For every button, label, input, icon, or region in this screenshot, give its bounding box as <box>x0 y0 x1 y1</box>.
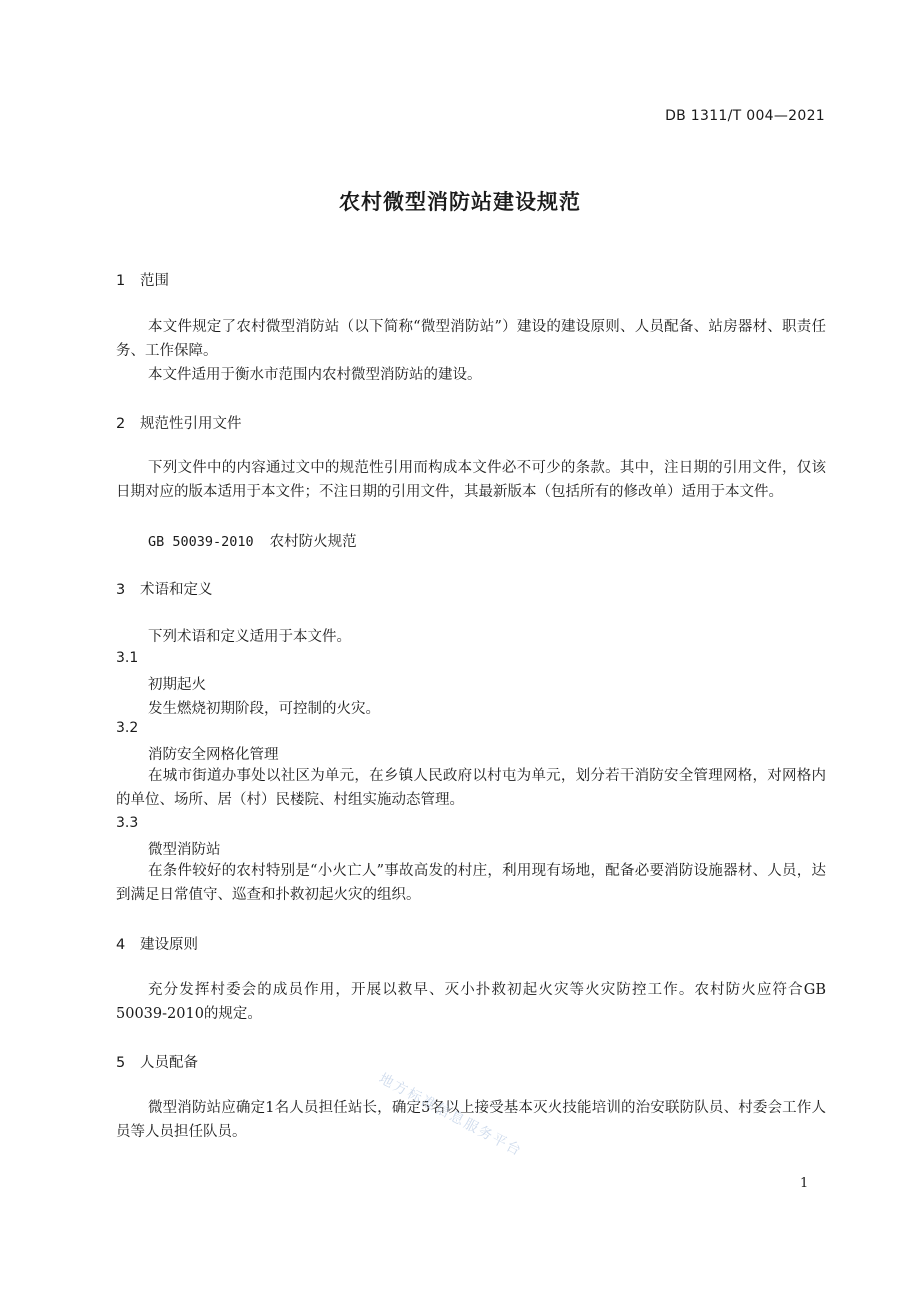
section-heading <box>116 412 242 433</box>
section-number: 4 <box>116 937 126 953</box>
section-number: 3 <box>116 582 126 598</box>
paragraph: 下列术语和定义适用于本文件。 <box>148 629 351 645</box>
section-number: 2 <box>116 416 126 432</box>
section-title: 范围 <box>140 273 169 289</box>
document-code: DB 1311/T 004—2021 <box>665 108 825 124</box>
section-title: 术语和定义 <box>140 582 213 598</box>
document-title: 农村微型消防站建设规范 <box>339 190 581 214</box>
section-title: 规范性引用文件 <box>140 416 242 432</box>
term-number: 3.1 <box>116 650 139 666</box>
paragraph: 本文件规定了农村微型消防站（以下简称“微型消防站”）建设的建设原则、人员配备、站房器材、职责任务、工作保障。 <box>116 319 826 359</box>
section-heading <box>116 933 198 954</box>
section-number: 1 <box>116 273 126 289</box>
term-number: 3.3 <box>116 815 139 831</box>
term-definition: 在城市街道办事处以社区为单元，在乡镇人民政府以村屯为单元，划分若干消防安全管理网格，对网格内的单位、场所、居（村）民楼院、村组实施动态管理。 <box>116 768 826 808</box>
term-definition: 发生燃烧初期阶段，可控制的火灾。 <box>148 701 380 717</box>
term-name: 初期起火 <box>148 677 206 693</box>
paragraph: 微型消防站应确定1名人员担任站长，确定5名以上接受基本灭火技能培训的治安联防队员、村委会工作人员等人员担任队员。 <box>116 1100 826 1140</box>
section-heading <box>116 269 169 290</box>
normative-reference <box>148 530 357 551</box>
watermark: 地方标准信息服务平台 <box>376 1070 525 1160</box>
reference-title: 农村防火规范 <box>269 534 357 550</box>
term-name: 微型消防站 <box>148 842 221 858</box>
section-number: 5 <box>116 1055 126 1071</box>
term-name: 消防安全网格化管理 <box>148 747 279 763</box>
term-number: 3.2 <box>116 720 139 736</box>
section-title: 建设原则 <box>140 937 198 953</box>
page-number: 1 <box>800 1176 809 1191</box>
paragraph: 本文件适用于衡水市范围内农村微型消防站的建设。 <box>148 367 482 383</box>
section-heading <box>116 1051 198 1072</box>
term-definition: 在条件较好的农村特别是“小火亡人”事故高发的村庄，利用现有场地，配备必要消防设施器材、人员，达到满足日常值守、巡查和扑救初起火灾的组织。 <box>116 863 826 903</box>
section-title: 人员配备 <box>140 1055 198 1071</box>
paragraph: 充分发挥村委会的成员作用，开展以救早、灭小扑救初起火灾等火灾防控工作。农村防火应符合GB 50039-2010的规定。 <box>116 982 826 1022</box>
reference-code: GB 50039-2010 <box>148 534 254 550</box>
paragraph: 下列文件中的内容通过文中的规范性引用而构成本文件必不可少的条款。其中，注日期的引用文件，仅该日期对应的版本适用于本文件；不注日期的引用文件，其最新版本（包括所有的修改单）适用于本文件。 <box>116 460 826 500</box>
section-heading <box>116 578 213 599</box>
